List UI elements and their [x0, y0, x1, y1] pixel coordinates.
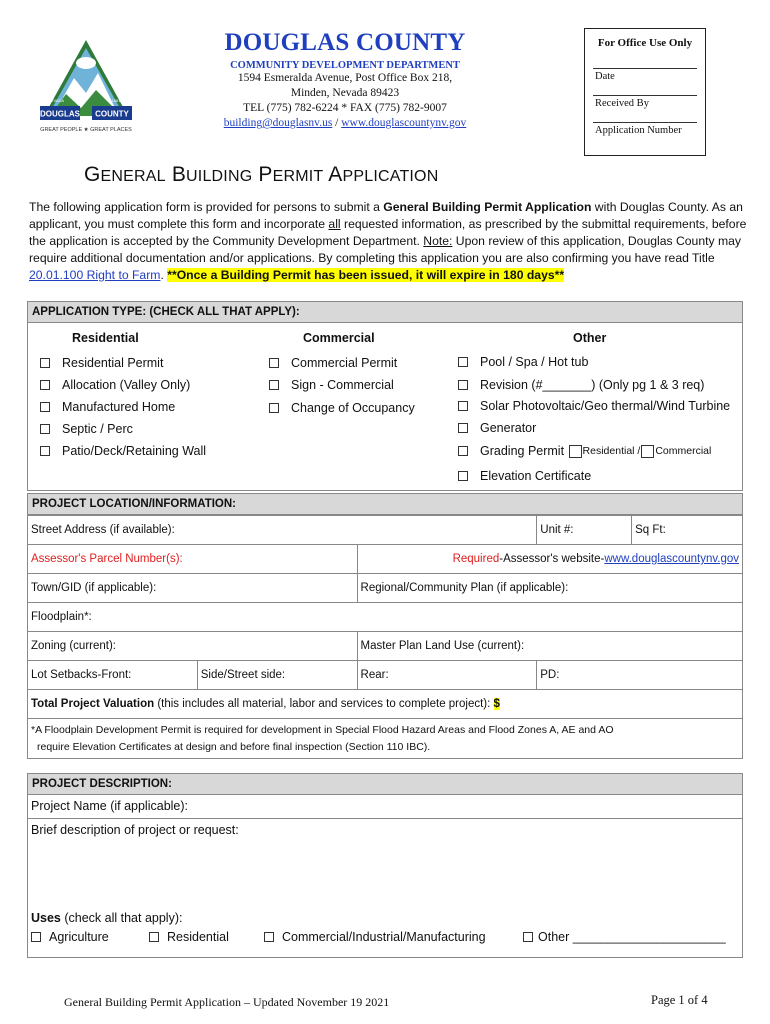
appnum-line — [593, 109, 697, 123]
patio-deck-option[interactable]: Patio/Deck/Retaining Wall — [40, 444, 206, 458]
county-header — [195, 30, 495, 131]
project-location-heading: PROJECT LOCATION/INFORMATION: — [27, 493, 743, 515]
solar-option[interactable]: Solar Photovoltaic/Geo thermal/Wind Turbine — [458, 399, 730, 413]
office-use-title: For Office Use Only — [597, 37, 693, 49]
logo-small-right: 1861 — [111, 98, 121, 103]
office-use-box — [584, 28, 706, 156]
date-label: Date — [595, 71, 615, 82]
other-heading: Other — [573, 331, 607, 345]
project-description-section — [27, 795, 743, 958]
project-location-table — [27, 515, 743, 759]
checkbox[interactable] — [31, 932, 41, 942]
sqft-field[interactable]: Sq Ft: — [632, 516, 743, 545]
town-gid-field[interactable]: Town/GID (if applicable): — [28, 574, 358, 603]
change-of-occupancy-option[interactable]: Change of Occupancy — [269, 401, 415, 415]
address-line2: Minden, Nevada 89423 — [290, 87, 400, 99]
pd-field[interactable]: PD: — [537, 661, 743, 690]
grading-commercial-checkbox[interactable] — [641, 445, 654, 458]
commercial-permit-option[interactable]: Commercial Permit — [269, 356, 397, 370]
expiry-notice: **Once a Building Permit has been issued, it will expire in 180 days** — [167, 268, 565, 282]
checkbox[interactable] — [458, 357, 468, 367]
use-other-option[interactable]: Other ______________________ — [523, 930, 726, 944]
master-plan-field[interactable]: Master Plan Land Use (current): — [357, 632, 742, 661]
uses-options — [31, 930, 741, 948]
checkbox[interactable] — [458, 446, 468, 456]
page-title: GENERAL BUILDING PERMIT APPLICATION — [84, 163, 439, 186]
allocation-option[interactable]: Allocation (Valley Only) — [40, 378, 190, 392]
uses-label: Uses (check all that apply): — [31, 911, 183, 925]
checkbox[interactable] — [458, 423, 468, 433]
checkbox[interactable] — [40, 380, 50, 390]
logo-right-text: COUNTY — [95, 109, 129, 119]
floodplain-note: *A Floodplain Development Permit is required for development in Special Flood Hazard Areas and Flood Zones A, AE and AO require Elevation Certificates at design and before final inspection (Section 110 IBC). — [28, 719, 743, 759]
grading-residential-checkbox[interactable] — [569, 445, 582, 458]
logo-left-text: DOUGLAS — [40, 109, 80, 119]
use-commercial-option[interactable]: Commercial/Industrial/Manufacturing — [264, 930, 486, 944]
checkbox[interactable] — [458, 471, 468, 481]
checkbox[interactable] — [40, 446, 50, 456]
project-name-field[interactable]: Project Name (if applicable): — [28, 795, 742, 819]
email-link[interactable]: building@douglasnv.us — [223, 117, 333, 129]
manufactured-home-option[interactable]: Manufactured Home — [40, 400, 175, 414]
received-label: Received By — [595, 98, 649, 109]
assessor-website-note: Required-Assessor's website-www.douglascountynv.gov — [357, 545, 742, 574]
zoning-field[interactable]: Zoning (current): — [28, 632, 358, 661]
application-type-heading: APPLICATION TYPE: (CHECK ALL THAT APPLY): — [27, 301, 743, 323]
pool-spa-option[interactable]: Pool / Spa / Hot tub — [458, 355, 588, 369]
generator-option[interactable]: Generator — [458, 421, 536, 435]
valuation-field[interactable]: Total Project Valuation (this includes all material, labor and services to complete project): $ — [28, 690, 743, 719]
side-street-field[interactable]: Side/Street side: — [197, 661, 357, 690]
setback-front-field[interactable]: Lot Setbacks-Front: — [28, 661, 198, 690]
checkbox[interactable] — [264, 932, 274, 942]
residential-permit-option[interactable]: Residential Permit — [40, 356, 163, 370]
checkbox[interactable] — [458, 380, 468, 390]
revision-option[interactable]: Revision (#_______) (Only pg 1 & 3 req) — [458, 378, 704, 392]
septic-perc-option[interactable]: Septic / Perc — [40, 422, 133, 436]
checkbox[interactable] — [40, 424, 50, 434]
dollar-sign: $ — [493, 698, 500, 710]
date-line — [593, 55, 697, 69]
checkbox[interactable] — [269, 380, 279, 390]
douglas-county-logo — [36, 38, 136, 136]
sign-commercial-option[interactable]: Sign - Commercial — [269, 378, 394, 392]
residential-heading: Residential — [72, 331, 139, 345]
logo-small-left: NEVADA — [47, 98, 65, 103]
checkbox[interactable] — [149, 932, 159, 942]
footer-document-name: General Building Permit Application – Updated November 19 2021 — [64, 995, 390, 1009]
department-name: COMMUNITY DEVELOPMENT DEPARTMENT — [230, 60, 460, 71]
intro-paragraph: The following application form is provided for persons to submit a General Building Permit Application with Douglas County. As an applicant, you must complete this form and incorporate all requested information, as prescribed by the submittal requirements, before the application is accepted by the Community Development Department. Note: Upon review of this application, Douglas County may require additional documentation and/or applications. By completing this application you are also confirming you have read Title 20.01.100 Right to Farm. **Once a Building Permit has been issued, it will expire in 180 days** — [29, 200, 747, 282]
address-line1: 1594 Esmeralda Avenue, Post Office Box 218, — [237, 72, 453, 84]
county-name: DOUGLAS COUNTY — [224, 29, 466, 56]
elevation-certificate-option[interactable]: Elevation Certificate — [458, 469, 591, 483]
use-residential-option[interactable]: Residential — [149, 930, 229, 944]
street-address-field[interactable]: Street Address (if available): — [28, 516, 537, 545]
checkbox[interactable] — [269, 358, 279, 368]
checkbox[interactable] — [40, 358, 50, 368]
appnum-label: Application Number — [595, 125, 682, 136]
brief-description-field[interactable]: Brief description of project or request: — [31, 823, 239, 837]
right-to-farm-link[interactable]: 20.01.100 Right to Farm — [29, 268, 161, 282]
floodplain-field[interactable]: Floodplain*: — [28, 603, 743, 632]
rear-field[interactable]: Rear: — [357, 661, 537, 690]
regional-plan-field[interactable]: Regional/Community Plan (if applicable): — [357, 574, 742, 603]
phone-fax: TEL (775) 782-6224 * FAX (775) 782-9007 — [243, 102, 447, 114]
checkbox[interactable] — [458, 401, 468, 411]
assessor-website-link[interactable]: www.douglascountynv.gov — [604, 553, 739, 565]
application-type-section — [27, 323, 743, 491]
logo-tagline: GREAT PEOPLE ★ GREAT PLACES — [40, 127, 132, 133]
commercial-heading: Commercial — [303, 331, 375, 345]
contact-links — [195, 116, 495, 131]
checkbox[interactable] — [523, 932, 533, 942]
website-link[interactable]: www.douglascountynv.gov — [341, 117, 467, 129]
grading-permit-option[interactable]: Grading Permit Residential / Commercial — [458, 444, 711, 458]
received-line — [593, 82, 697, 96]
footer-page-number: Page 1 of 4 — [651, 993, 708, 1007]
use-agriculture-option[interactable]: Agriculture — [31, 930, 109, 944]
checkbox[interactable] — [40, 402, 50, 412]
unit-field[interactable]: Unit #: — [537, 516, 632, 545]
project-description-heading: PROJECT DESCRIPTION: — [27, 773, 743, 795]
parcel-number-field[interactable]: Assessor's Parcel Number(s): — [28, 545, 358, 574]
link-separator: / — [332, 117, 342, 129]
checkbox[interactable] — [269, 403, 279, 413]
